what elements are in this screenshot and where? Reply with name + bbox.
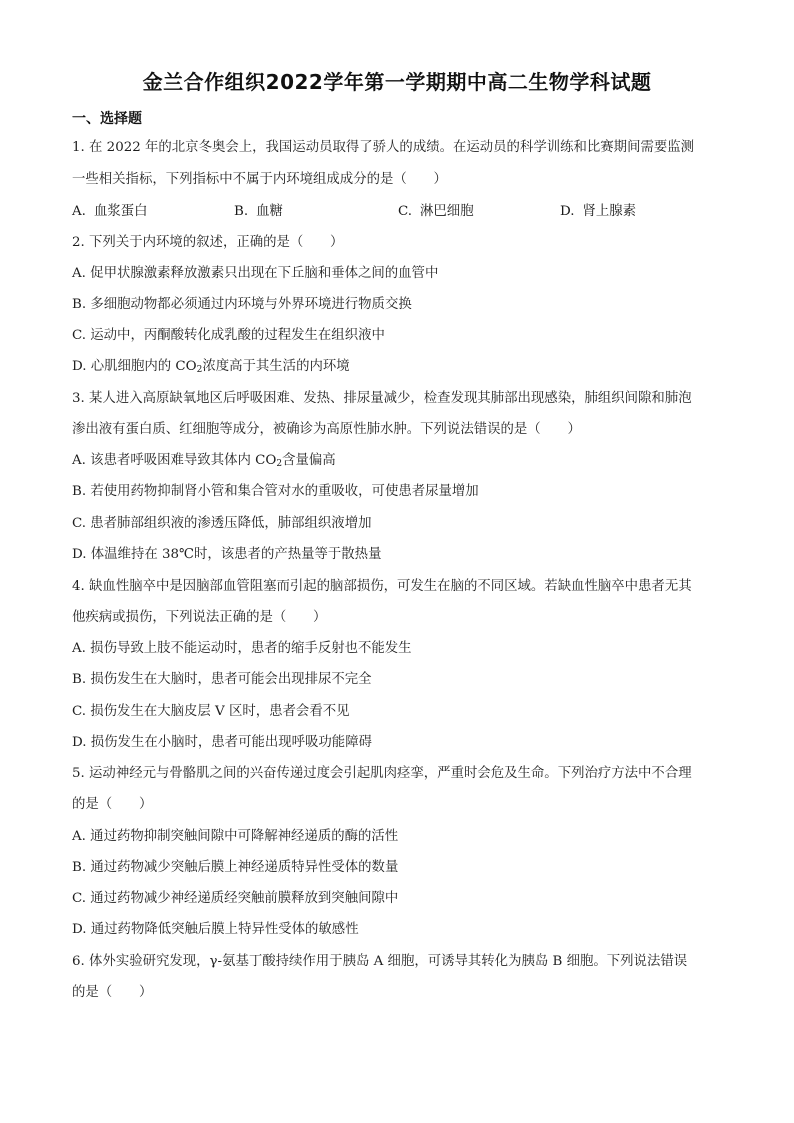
q2-stem: 2. 下列关于内环境的叙述，正确的是（ ） [72, 235, 344, 250]
q4-option-b: B. 损伤发生在大脑时，患者可能会出现排尿不完全 [72, 672, 372, 687]
q5-stem-line2: 的是（ ） [72, 797, 153, 812]
section-heading: 一、选择题 [72, 111, 142, 127]
q2-option-a: A. 促甲状腺激素释放激素只出现在下丘脑和垂体之间的血管中 [72, 266, 439, 281]
q1-stem-line2: 一些相关指标，下列指标中不属于内环境组成成分的是（ ） [72, 172, 447, 187]
q5-option-c: C. 通过药物减少神经递质经突触前膜释放到突触间隙中 [72, 891, 399, 906]
q1-option-a: A. 血浆蛋白 [72, 204, 148, 219]
q1-option-c: C. 淋巴细胞 [398, 204, 474, 219]
q3-stem-line1: 3. 某人进入高原缺氧地区后呼吸困难、发热、排尿量减少，检查发现其肺部出现感染，肺组织间隙和肺泡 [72, 391, 692, 406]
q3-option-d: D. 体温维持在 38℃时，该患者的产热量等于散热量 [72, 547, 382, 562]
q3-option-c: C. 患者肺部组织液的渗透压降低，肺部组织液增加 [72, 516, 372, 531]
q2-option-c: C. 运动中，丙酮酸转化成乳酸的过程发生在组织液中 [72, 328, 385, 343]
page-title: 金兰合作组织2022学年第一学期期中高二生物学科试题 [142, 70, 652, 94]
q5-option-b: B. 通过药物减少突触后膜上神经递质特异性受体的数量 [72, 860, 399, 875]
q4-stem-line2: 他疾病或损伤，下列说法正确的是（ ） [72, 610, 327, 625]
q3-option-a: A. 该患者呼吸困难导致其体内 $CO_2$含量偏高 [72, 453, 336, 469]
q1-options [72, 202, 724, 222]
q4-option-c: C. 损伤发生在大脑皮层 V 区时，患者会看不见 [72, 704, 350, 719]
q5-stem-line1: 5. 运动神经元与骨骼肌之间的兴奋传递过度会引起肌肉痉挛，严重时会危及生命。下列治疗方法中不合理 [72, 766, 692, 781]
q1-option-d: D. 肾上腺素 [560, 204, 637, 219]
q6-stem-line2: 的是（ ） [72, 985, 153, 1000]
q2-option-d: D. 心肌细胞内的 $CO_2$浓度高于其生活的内环境 [72, 359, 350, 375]
q4-option-d: D. 损伤发生在小脑时，患者可能出现呼吸功能障碍 [72, 735, 372, 750]
q4-option-a: A. 损伤导致上肢不能运动时，患者的缩手反射也不能发生 [72, 641, 412, 656]
q3-stem-line2: 渗出液有蛋白质、红细胞等成分，被确诊为高原性肺水肿。下列说法错误的是（ ） [72, 422, 581, 437]
q5-option-d: D. 通过药物降低突触后膜上特异性受体的敏感性 [72, 922, 359, 937]
q1-option-b: B. 血糖 [234, 204, 283, 219]
q3-option-b: B. 若使用药物抑制肾小管和集合管对水的重吸收，可使患者尿量增加 [72, 484, 479, 499]
q2-option-b: B. 多细胞动物都必须通过内环境与外界环境进行物质交换 [72, 297, 412, 312]
q6-stem-line1: 6. 体外实验研究发现，γ-氨基丁酸持续作用于胰岛 A 细胞，可诱导其转化为胰岛 B 细胞。下列说法错误 [72, 954, 688, 969]
q1-stem-line1: 1. 在 2022 年的北京冬奥会上，我国运动员取得了骄人的成绩。在运动员的科学训练和比赛期间需要监测 [72, 140, 695, 155]
q5-option-a: A. 通过药物抑制突触间隙中可降解神经递质的酶的活性 [72, 829, 399, 844]
q4-stem-line1: 4. 缺血性脑卒中是因脑部血管阻塞而引起的脑部损伤，可发生在脑的不同区域。若缺血性脑卒中患者无其 [72, 579, 692, 594]
